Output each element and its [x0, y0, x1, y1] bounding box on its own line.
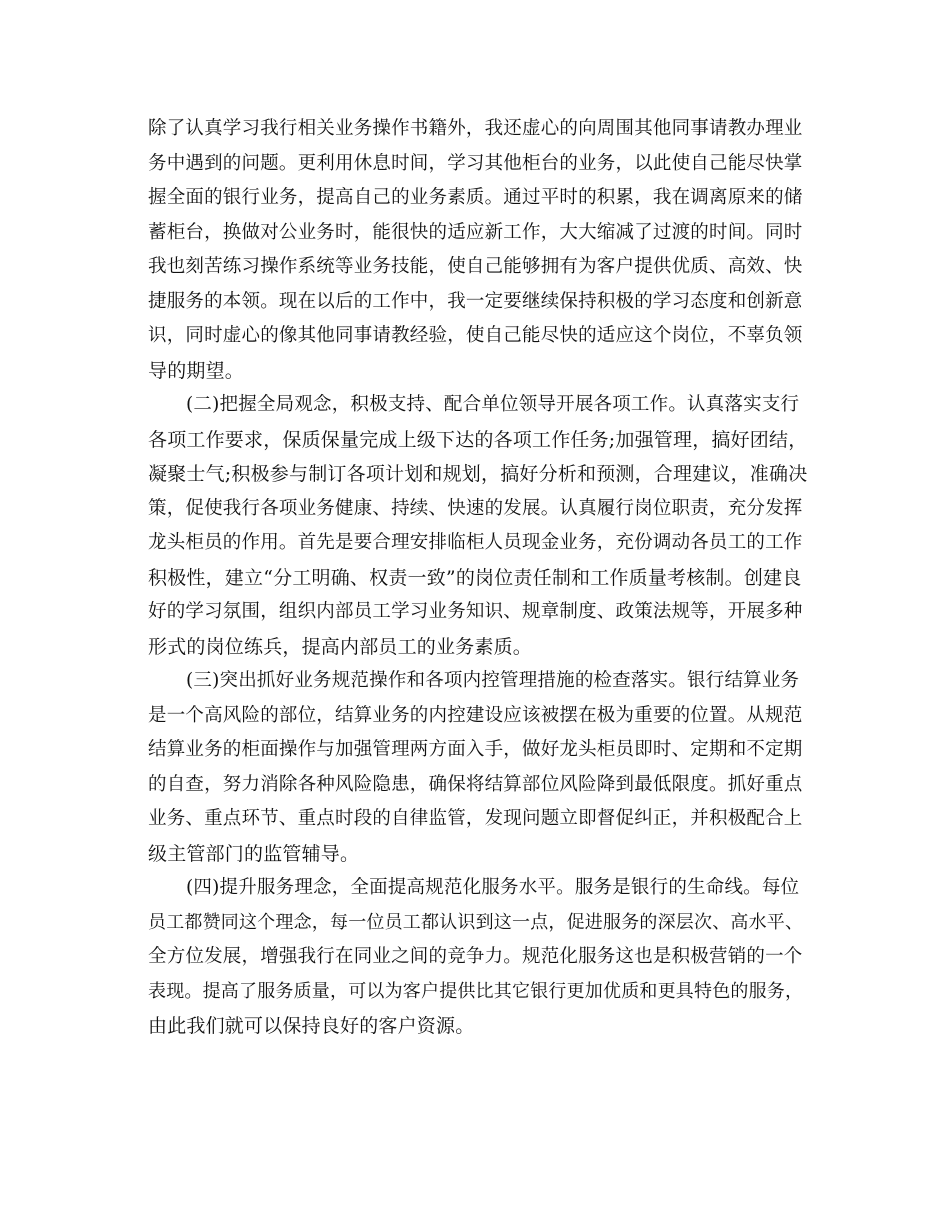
text-line: 业务、重点环节、重点时段的自律监管，发现问题立即督促纠正，并积极配合上 [148, 808, 803, 829]
text-line: 结算业务的柜面操作与加强管理两方面入手，做好龙头柜员即时、定期和不定期 [148, 739, 803, 760]
text-line: 级主管部门的监管辅导。 [148, 842, 360, 865]
text-line: 好的学习氛围，组织内部员工学习业务知识、规章制度、政策法规等，开展多种 [148, 601, 803, 622]
text-line: 捷服务的本领。现在以后的工作中，我一定要继续保持积极的学习态度和创新意 [148, 290, 803, 312]
text-line: 员工都赞同这个理念，每一位员工都认识到这一点，促进服务的深层次、高水平、 [148, 911, 804, 933]
text-line: 握全面的银行业务，提高自己的业务素质。通过平时的积累，我在调离原来的储 [148, 187, 803, 208]
text-line: 策，促使我行各项业务健康、持续、快速的发展。认真履行岗位职责，充分发挥 [148, 497, 803, 519]
text-line: 我也刻苦练习操作系统等业务技能，使自己能够拥有为客户提供优质、高效、快 [148, 256, 803, 277]
text-line: 蓄柜台，换做对公业务时，能很快的适应新工作，大大缩减了过渡的时间。同时 [148, 221, 803, 243]
text-line: 积极性，建立“分工明确、权责一致”的岗位责任制和工作质量考核制。创建良 [148, 566, 802, 589]
paragraph-1 [148, 112, 808, 388]
text-line: 导的期望。 [148, 359, 245, 382]
text-line: 务中遇到的问题。更利用休息时间，学习其他柜台的业务，以此使自己能尽快掌 [148, 152, 803, 174]
document-body [148, 112, 808, 1044]
text-line: 是一个高风险的部位，结算业务的内控建设应该被摆在极为重要的位置。从规范 [148, 704, 803, 726]
text-line: 由此我们就可以保持良好的客户资源。 [148, 1015, 475, 1037]
paragraph-3 [148, 664, 808, 871]
text-line: 各项工作要求，保质保量完成上级下达的各项工作任务;加强管理，搞好团结， [148, 428, 808, 451]
text-line: 除了认真学习我行相关业务操作书籍外，我还虚心的向周围其他同事请教办理业 [148, 118, 803, 139]
text-line: 形式的岗位练兵，提高内部员工的业务素质。 [148, 635, 533, 658]
text-line: (三)突出抓好业务规范操作和各项内控管理措施的检查落实。银行结算业务 [186, 670, 800, 691]
text-line: 凝聚士气;积极参与制订各项计划和规划，搞好分析和预测，合理建议，准确决 [148, 463, 808, 485]
text-line: 全方位发展，增强我行在同业之间的竞争力。规范化服务这也是积极营销的一个 [148, 946, 803, 967]
text-line: 识，同时虚心的像其他同事请教经验，使自己能尽快的适应这个岗位，不辜负领 [148, 325, 803, 346]
text-line: 表现。提高了服务质量，可以为客户提供比其它银行更加优质和更具特色的服务， [148, 980, 804, 1002]
paragraph-4 [148, 871, 808, 1044]
text-line: 龙头柜员的作用。首先是要合理安排临柜人员现金业务，充份调动各员工的工作 [148, 532, 803, 553]
text-line: (四)提升服务理念，全面提高规范化服务水平。服务是银行的生命线。每位 [186, 877, 800, 898]
text-line: (二)把握全局观念，积极支持、配合单位领导开展各项工作。认真落实支行 [186, 394, 800, 415]
paragraph-2 [148, 388, 808, 664]
text-line: 的自查，努力消除各种风险隐患，确保将结算部位风险降到最低限度。抓好重点 [148, 773, 803, 795]
